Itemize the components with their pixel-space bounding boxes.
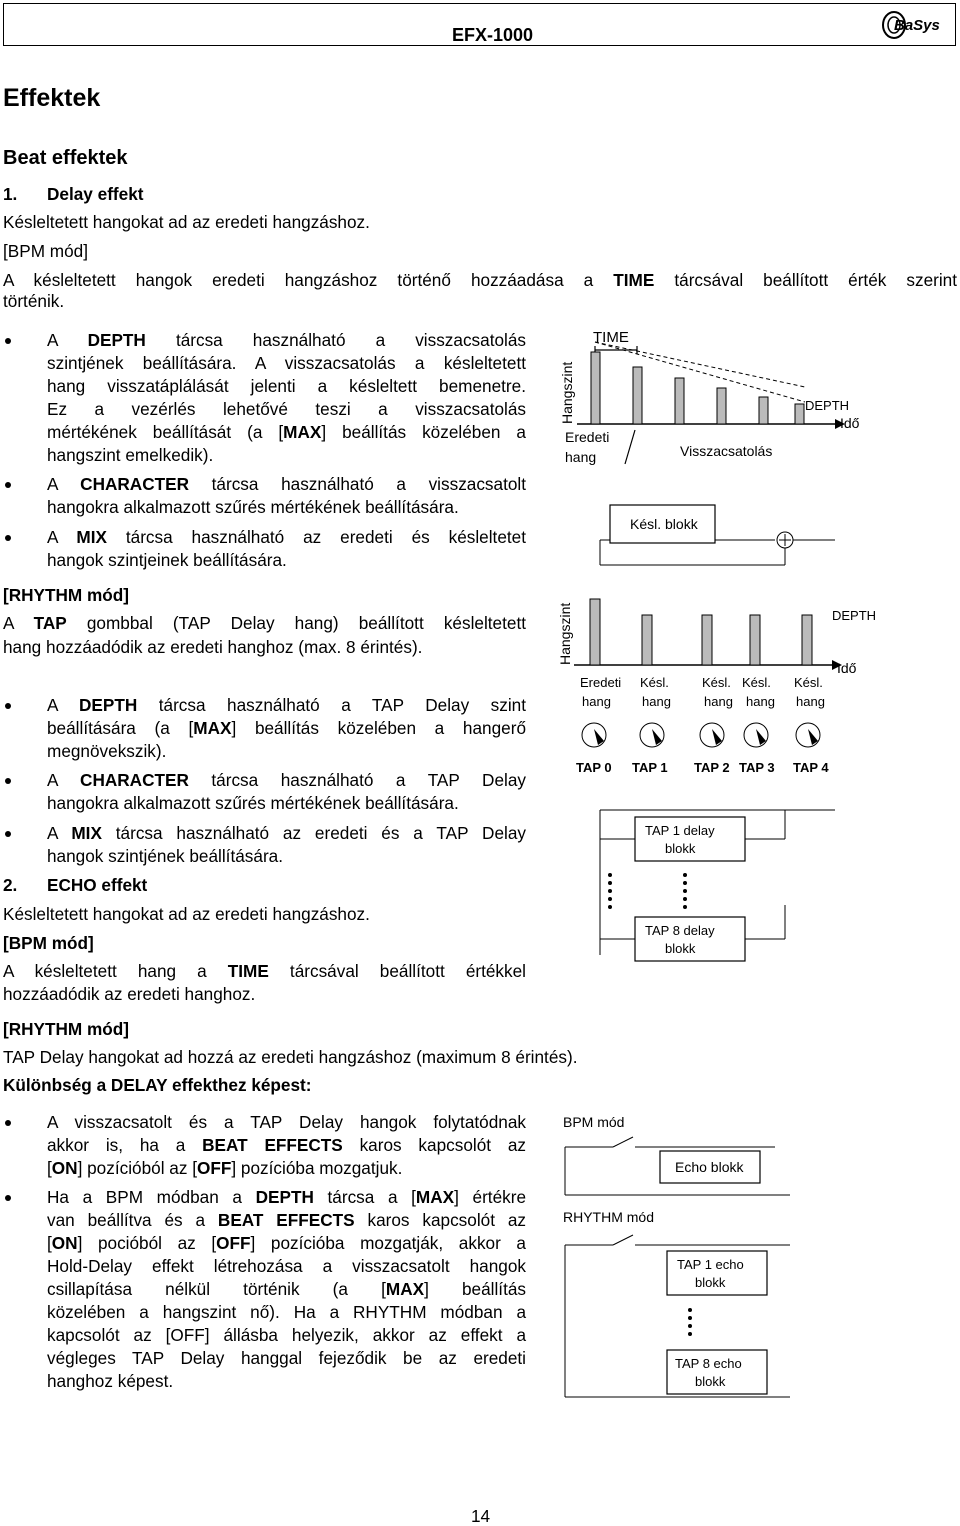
echo-bpm-label: [BPM mód] (3, 933, 94, 953)
level-axis-label: Hangszint (559, 361, 575, 424)
svg-text:hang: hang (642, 694, 671, 709)
echo-heading: ECHO effekt (47, 875, 148, 895)
svg-text:TAP 2: TAP 2 (694, 760, 730, 775)
feedback-bars (591, 352, 804, 424)
svg-text:hang: hang (746, 694, 775, 709)
delay-bpm-text: A késleltetett hangok eredeti hangzáshoz történő hozzáadása a TIME tárcsával beállított érték szerint (3, 270, 958, 290)
svg-text:TAP 8 echo: TAP 8 echo (675, 1356, 742, 1371)
delay-rhythm-label: [RHYTHM mód] (3, 585, 130, 605)
svg-text:Hangszint: Hangszint (557, 602, 573, 665)
svg-text:TAP 1 delay: TAP 1 delay (645, 823, 715, 838)
svg-text:hang: hang (796, 694, 825, 709)
svg-text:TAP 0: TAP 0 (576, 760, 612, 775)
svg-text:RHYTHM mód: RHYTHM mód (563, 1209, 655, 1225)
delay-heading-number: 1. (3, 184, 18, 204)
feedback-diagram (555, 322, 875, 472)
difference-label: Különbség a DELAY effekthez képest: (3, 1075, 312, 1095)
delay-block-schematic (590, 495, 840, 575)
delay-heading: Delay effekt (47, 184, 144, 204)
tap-delay-blocks (590, 805, 840, 980)
bullet (5, 482, 11, 488)
svg-text:blokk: blokk (695, 1374, 726, 1389)
svg-text:blokk: blokk (665, 841, 696, 856)
switch-icon (613, 1235, 633, 1245)
svg-text:BPM mód: BPM mód (563, 1114, 625, 1130)
svg-text:hang: hang (565, 449, 597, 465)
svg-text:Eredeti: Eredeti (580, 675, 622, 690)
ellipsis-dots (608, 873, 687, 909)
section-title: Beat effektek (3, 147, 128, 169)
svg-text:Eredeti: Eredeti (565, 429, 610, 445)
bullet (5, 703, 11, 709)
svg-text:TAP 4: TAP 4 (793, 760, 829, 775)
svg-text:BaSys: BaSys (894, 17, 940, 34)
svg-text:Visszacsatolás: Visszacsatolás (680, 443, 773, 459)
bullet (5, 1195, 11, 1201)
svg-text:Késl.: Késl. (702, 675, 731, 690)
svg-text:Idő: Idő (840, 415, 860, 431)
svg-text:Késl.: Késl. (742, 675, 771, 690)
delay-intro: Késleltetett hangokat ad az eredeti hangzáshoz. (3, 212, 370, 232)
echo-heading-number: 2. (3, 875, 18, 895)
echo-schematic (555, 1105, 805, 1405)
basys-logo (880, 5, 954, 43)
switch-icon (613, 1137, 633, 1147)
bullet (5, 778, 11, 784)
svg-text:TAP 1 echo: TAP 1 echo (677, 1257, 744, 1272)
svg-text:Echo blokk: Echo blokk (675, 1159, 744, 1175)
svg-text:TAP 3: TAP 3 (739, 760, 775, 775)
model-name: EFX-1000 (452, 25, 534, 45)
svg-text:DEPTH: DEPTH (832, 608, 877, 623)
svg-text:Késl.: Késl. (794, 675, 823, 690)
delay-bpm-label: [BPM mód] (3, 241, 89, 261)
svg-text:blokk: blokk (695, 1275, 726, 1290)
bullet (5, 535, 11, 541)
svg-text:Késl.: Késl. (640, 675, 669, 690)
svg-text:hang: hang (582, 694, 611, 709)
echo-rhythm-label: [RHYTHM mód] (3, 1019, 130, 1039)
decay-line (595, 342, 805, 402)
page-title: Effektek (3, 84, 101, 112)
svg-text:TAP 8 delay: TAP 8 delay (645, 923, 715, 938)
svg-text:Idő: Idő (837, 660, 857, 676)
tap-hand-icons (582, 723, 820, 747)
echo-intro: Késleltetett hangokat ad az eredeti hangzáshoz. (3, 904, 370, 924)
bullet (5, 338, 11, 344)
svg-text:blokk: blokk (665, 941, 696, 956)
svg-text:hang: hang (704, 694, 733, 709)
tap-diagram (552, 585, 892, 785)
svg-text:DEPTH: DEPTH (805, 398, 850, 413)
svg-text:Késl. blokk: Késl. blokk (630, 516, 698, 532)
svg-text:TAP 1: TAP 1 (632, 760, 668, 775)
bullet (5, 1120, 11, 1126)
page-number: 14 (471, 1506, 491, 1526)
bullet (5, 831, 11, 837)
time-label: TIME (593, 329, 629, 346)
tap-bars (590, 599, 812, 665)
